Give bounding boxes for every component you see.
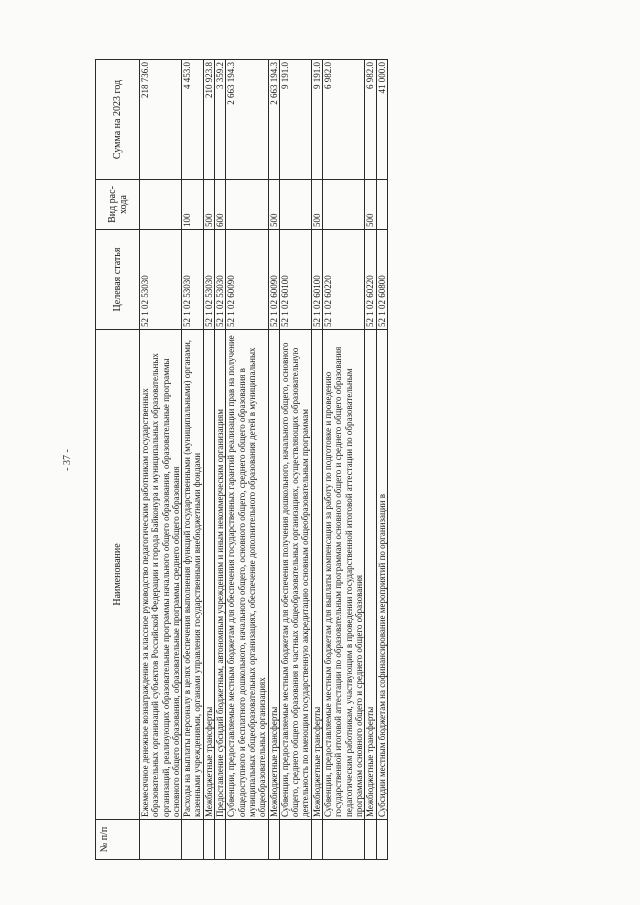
row-number: [279, 820, 311, 860]
row-expense-kind: 500: [365, 180, 376, 230]
header-expense-kind: Вид рас-хода: [96, 180, 140, 230]
table-row: [182, 60, 204, 860]
row-number: [268, 820, 279, 860]
row-sum: 9 191.0: [311, 60, 322, 180]
header-name: Наименование: [96, 330, 140, 820]
row-target-article: 52 1 02 53030: [215, 230, 226, 330]
row-target-article: 52 1 02 60090: [226, 230, 268, 330]
table-row: [376, 60, 387, 860]
budget-table: [95, 59, 388, 860]
row-sum: 210 923.8: [203, 60, 214, 180]
row-target-article: 52 1 02 53030: [182, 230, 204, 330]
table-row: [323, 60, 365, 860]
table-header-row: [96, 60, 140, 860]
page-number: - 37 -: [62, 449, 73, 471]
row-target-article: 52 1 02 60100: [279, 230, 311, 330]
row-name: Субсидии местным бюджетам на софинансирование мероприятий по организации в: [376, 330, 387, 820]
row-number: [182, 820, 204, 860]
row-name: Субвенции, предоставляемые местным бюджетам для обеспечения государственных гарантий реализации прав на получение общедоступного и бесплатного дошкольного, начального общего, основного общего, среднего общего образования в муниципальных общеобразовательных организациях, обеспечение дополнительного образования детей в муниципальных общеобразовательных организациях: [226, 330, 268, 820]
row-target-article: 52 1 02 60100: [311, 230, 322, 330]
table-row: [279, 60, 311, 860]
row-name: Ежемесячное денежное вознаграждение за классное руководство педагогическим работникам государственных образовательных организаций субъектов Российской Федерации и города Байконура и муниципальных образовательных организаций, реализующих образовательные программы начального общего образования, образовательные программы основного общего образования, образовательные программы среднего общего образования: [140, 330, 182, 820]
table-row: [215, 60, 226, 860]
table-row: [140, 60, 182, 860]
table-row: [203, 60, 214, 860]
row-number: [215, 820, 226, 860]
row-name: Субвенции, предоставляемые местным бюджетам для обеспечения получения дошкольного, начального общего, основного общего, среднего общего образования в частных общеобразовательных организациях, осуществляющих образовательную деятельность по имеющим государственную аккредитацию основным общеобразовательным программам: [279, 330, 311, 820]
row-number: [226, 820, 268, 860]
row-expense-kind: 100: [182, 180, 204, 230]
row-sum: 9 191.0: [279, 60, 311, 180]
row-sum: 6 982.0: [365, 60, 376, 180]
table-row: [226, 60, 268, 860]
row-expense-kind: [376, 180, 387, 230]
row-expense-kind: [323, 180, 365, 230]
row-number: [203, 820, 214, 860]
row-expense-kind: [279, 180, 311, 230]
row-sum: 3 359.2: [215, 60, 226, 180]
rotated-table-area: [62, 60, 535, 860]
row-name: Межбюджетные трансферты: [311, 330, 322, 820]
row-sum: 6 982.0: [323, 60, 365, 180]
row-name: Предоставление субсидий бюджетным, автономным учреждениям и иным некоммерческим организациям: [215, 330, 226, 820]
row-target-article: 52 1 02 60090: [268, 230, 279, 330]
table-row: [311, 60, 322, 860]
row-number: [311, 820, 322, 860]
row-expense-kind: 500: [268, 180, 279, 230]
row-name: Расходы на выплаты персоналу в целях обеспечения выполнения функций государственными (муниципальными) органами, казенными учреждениями, органами управления государственными внебюджетными фондами: [182, 330, 204, 820]
row-expense-kind: 500: [203, 180, 214, 230]
row-expense-kind: [226, 180, 268, 230]
row-sum: 218 736.0: [140, 60, 182, 180]
row-target-article: 52 1 02 60220: [365, 230, 376, 330]
row-expense-kind: 500: [311, 180, 322, 230]
row-name: Межбюджетные трансферты: [268, 330, 279, 820]
row-target-article: 52 1 02 53030: [140, 230, 182, 330]
row-target-article: 52 1 02 53030: [203, 230, 214, 330]
row-number: [376, 820, 387, 860]
row-name: Субвенции, предоставляемые местным бюджетам для выплаты компенсации за работу по подготовке и проведению государственной итоговой аттестации по образовательным программам основного общего и среднего общего образования педагогическим работникам, участвующим в проведении государственной итоговой аттестации по образовательным программам основного общего и среднего общего образования: [323, 330, 365, 820]
table-row: [365, 60, 376, 860]
row-sum: 41 000.0: [376, 60, 387, 180]
row-number: [323, 820, 365, 860]
row-number: [365, 820, 376, 860]
row-sum: 4 453.0: [182, 60, 204, 180]
row-sum: 2 663 194.3: [226, 60, 268, 180]
table-row: [268, 60, 279, 860]
header-sum-2023: Сумма на 2023 год: [96, 60, 140, 180]
row-expense-kind: 600: [215, 180, 226, 230]
header-target-article: Целевая статья: [96, 230, 140, 330]
table-body: [140, 60, 388, 860]
row-number: [140, 820, 182, 860]
header-number: № п/п: [96, 820, 140, 860]
row-target-article: 52 1 02 60220: [323, 230, 365, 330]
row-sum: 2 663 194.3: [268, 60, 279, 180]
row-name: Межбюджетные трансферты: [203, 330, 214, 820]
row-target-article: 52 1 02 60800: [376, 230, 387, 330]
row-expense-kind: [140, 180, 182, 230]
row-name: Межбюджетные трансферты: [365, 330, 376, 820]
